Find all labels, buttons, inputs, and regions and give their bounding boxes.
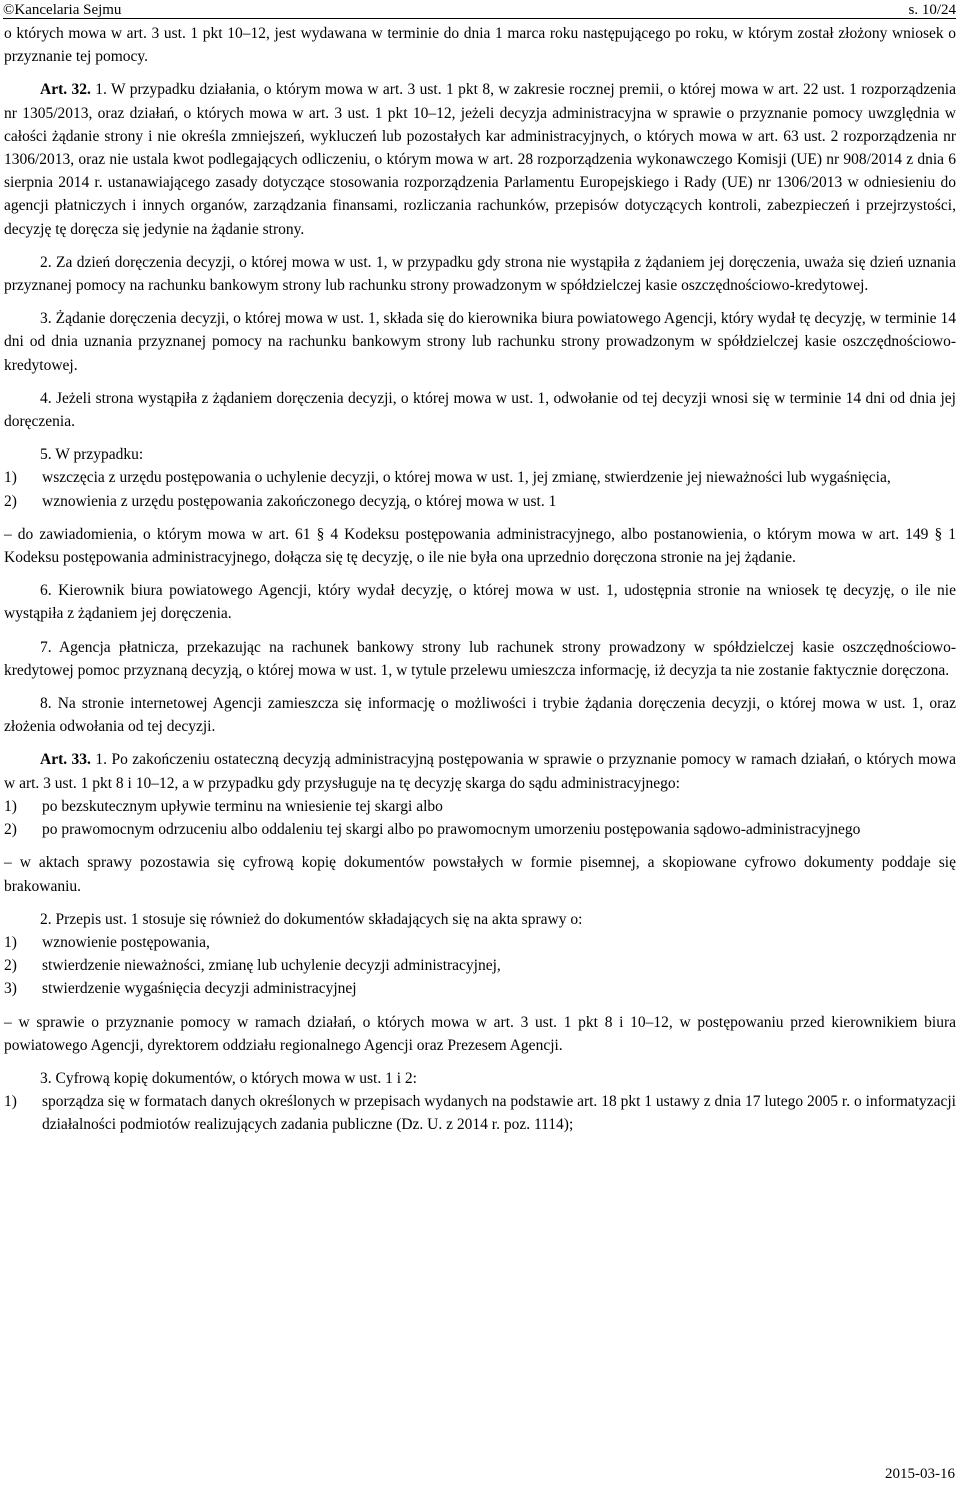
article-32: Art. 32. 1. W przypadku działania, o którym mowa w art. 3 ust. 1 pkt 8, w zakresie rocznej premii, o której mowa w art. 22 ust. 1 rozporządzenia nr 1305/2013, oraz działań, o których mowa w art. 3 ust. 1 pkt 10–12, jeżeli decyzja administracyjna w sprawie o przyznanie pomocy uwzględnia w całości żądanie strony i nie określa zmniejszeń, wykluczeń lub pozostałych kar administracyjnych, o których mowa w art. 63 ust. 2 rozporządzenia nr 1306/2013, oraz nie ustala kwot podlegających odliczeniu, o którym mowa w art. 28 rozporządzenia wykonawczego Komisji (UE) nr 908/2014 z dnia 6 sierpnia 2014 r. ustanawiającego zasady dotyczące stosowania rozporządzenia Parlamentu Europejskiego i Rady (UE) nr 1306/2013 w odniesieniu do agencji płatniczych i innych organów, zarządzania finansami, rozliczania rachunków, przepisów dotyczących kontroli, zabezpieczeń i przejrzystości, decyzję tę doręcza się jedynie na żądanie strony. bbox=[4, 81, 956, 238]
section-6: 6. Kierownik biura powiatowego Agencji, który wydał decyzję, o której mowa w ust. 1, udostępnia stronie na wniosek tę decyzję, o ile nie wystąpiła z żądaniem jej doręczenia. bbox=[4, 582, 956, 623]
section-2: 2. Za dzień doręczenia decyzji, o której mowa w ust. 1, w przypadku gdy strona nie wystąpiła z żądaniem jej doręczenia, uważa się dzień uznania przyznanej pomocy na rachunku bankowym strony lub rachunku strony prowadzonym w spółdzielczej kasie oszczędnościowo-kredytowej. bbox=[4, 253, 956, 295]
list-item: 1) wszczęcia z urzędu postępowania o uchylenie decyzji, o której mowa w ust. 1, jej zmianę, stwierdzenie jej nieważności lub wygaśnięcia, bbox=[4, 469, 891, 487]
section-2: 2. Przepis ust. 1 stosuje się również do dokumentów składających się na akta sprawy o: bbox=[40, 910, 583, 928]
list-item: 1) wznowienie postępowania, bbox=[4, 933, 210, 951]
list-item: 1) po bezskutecznym upływie terminu na wniesienie tej skargi albo bbox=[4, 797, 443, 815]
paragraph-dash-closing: – do zawiadomienia, o którym mowa w art. 61 § 4 Kodeksu postępowania administracyjnego, albo postanowienia, o którym mowa w art. 149 § 1 Kodeksu postępowania administracyjnego, dołącza się tę decyzję, o ile nie była ona uprzednio doręczona stronie na jej żądanie. bbox=[4, 525, 956, 567]
section-8: 8. Na stronie internetowej Agencji zamieszcza się informację o możliwości i trybie żądania doręczenia decyzji, o której mowa w ust. 1, oraz złożenia odwołania od tej decyzji. bbox=[4, 695, 956, 736]
section-3: 3. Cyfrową kopię dokumentów, o których mowa w ust. 1 i 2: bbox=[40, 1069, 417, 1087]
article-number: Art. 33. bbox=[40, 751, 91, 769]
page-header bbox=[3, 0, 956, 19]
section-4: 4. Jeżeli strona wystąpiła z żądaniem doręczenia decyzji, o której mowa w ust. 1, odwołanie od tej decyzji wnosi się w terminie 14 dni od dnia jej doręczenia. bbox=[4, 389, 956, 431]
footer-date: 2015-03-16 bbox=[885, 1466, 955, 1482]
header-page-number: s. 10/24 bbox=[908, 2, 956, 18]
header-copyright: ©Kancelaria Sejmu bbox=[3, 2, 122, 18]
list-item: 2) po prawomocnym odrzuceniu albo oddaleniu tej skargi albo po prawomocnym umorzeniu postępowania sądowo-administracyjnego bbox=[4, 821, 861, 839]
section-7: 7. Agencja płatnicza, przekazując na rachunek bankowy strony lub rachunek strony prowadzony w spółdzielczej kasie oszczędnościowo-kredytowej pomoc przyznaną decyzją, o której mowa w ust. 1, w tytule przelewu umieszcza informację, iż decyzja ta nie zostanie faktycznie doręczona. bbox=[4, 638, 956, 679]
list-item: 1) sporządza się w formatach danych określonych w przepisach wydanych na podstawie art. 18 pkt 1 ustawy z dnia 17 lutego 2005 r. o informatyzacji działalności podmiotów realizujących zadania publiczne (Dz. U. z 2014 r. poz. 1114); bbox=[4, 1093, 956, 1134]
list-item: 2) wznowienia z urzędu postępowania zakończonego decyzją, o której mowa w ust. 1 bbox=[4, 492, 557, 510]
paragraph-continuation: o których mowa w art. 3 ust. 1 pkt 10–12, jest wydawana w terminie do dnia 1 marca roku następującego po roku, w którym został złożony wniosek o przyznanie tej pomocy. bbox=[4, 25, 956, 66]
article-33: Art. 33. 1. Po zakończeniu ostateczną decyzją administracyjną postępowania w sprawie o przyznanie pomocy w ramach działań, o których mowa w art. 3 ust. 1 pkt 8 i 10–12, a w przypadku gdy przysługuje na tę decyzję skarga do sądu administracyjnego: bbox=[4, 751, 956, 792]
section-5: 5. W przypadku: bbox=[40, 446, 144, 464]
list-item: 3) stwierdzenie wygaśnięcia decyzji administracyjnej bbox=[4, 980, 357, 998]
document-body bbox=[4, 22, 956, 1137]
paragraph-dash-closing: – w sprawie o przyznanie pomocy w ramach działań, o których mowa w art. 3 ust. 1 pkt 8 i 10–12, w postępowaniu przed kierownikiem biura powiatowego Agencji, dyrektorem oddziału regionalnego Agencji oraz Prezesem Agencji. bbox=[4, 1013, 956, 1054]
list-item: 2) stwierdzenie nieważności, zmianę lub uchylenie decyzji administracyjnej, bbox=[4, 957, 501, 975]
article-number: Art. 32. bbox=[40, 81, 91, 99]
section-3: 3. Żądanie doręczenia decyzji, o której mowa w ust. 1, składa się do kierownika biura powiatowego Agencji, który wydał tę decyzję, w terminie 14 dni od dnia uznania przyznanej pomocy na rachunku bankowym strony lub rachunku strony prowadzonym w spółdzielczej kasie oszczędnościowo-kredytowej. bbox=[4, 310, 956, 374]
paragraph-dash-closing: – w aktach sprawy pozostawia się cyfrową kopię dokumentów powstałych w formie pisemnej, a skopiowane cyfrowo dokumenty poddaje się brakowaniu. bbox=[4, 854, 956, 895]
